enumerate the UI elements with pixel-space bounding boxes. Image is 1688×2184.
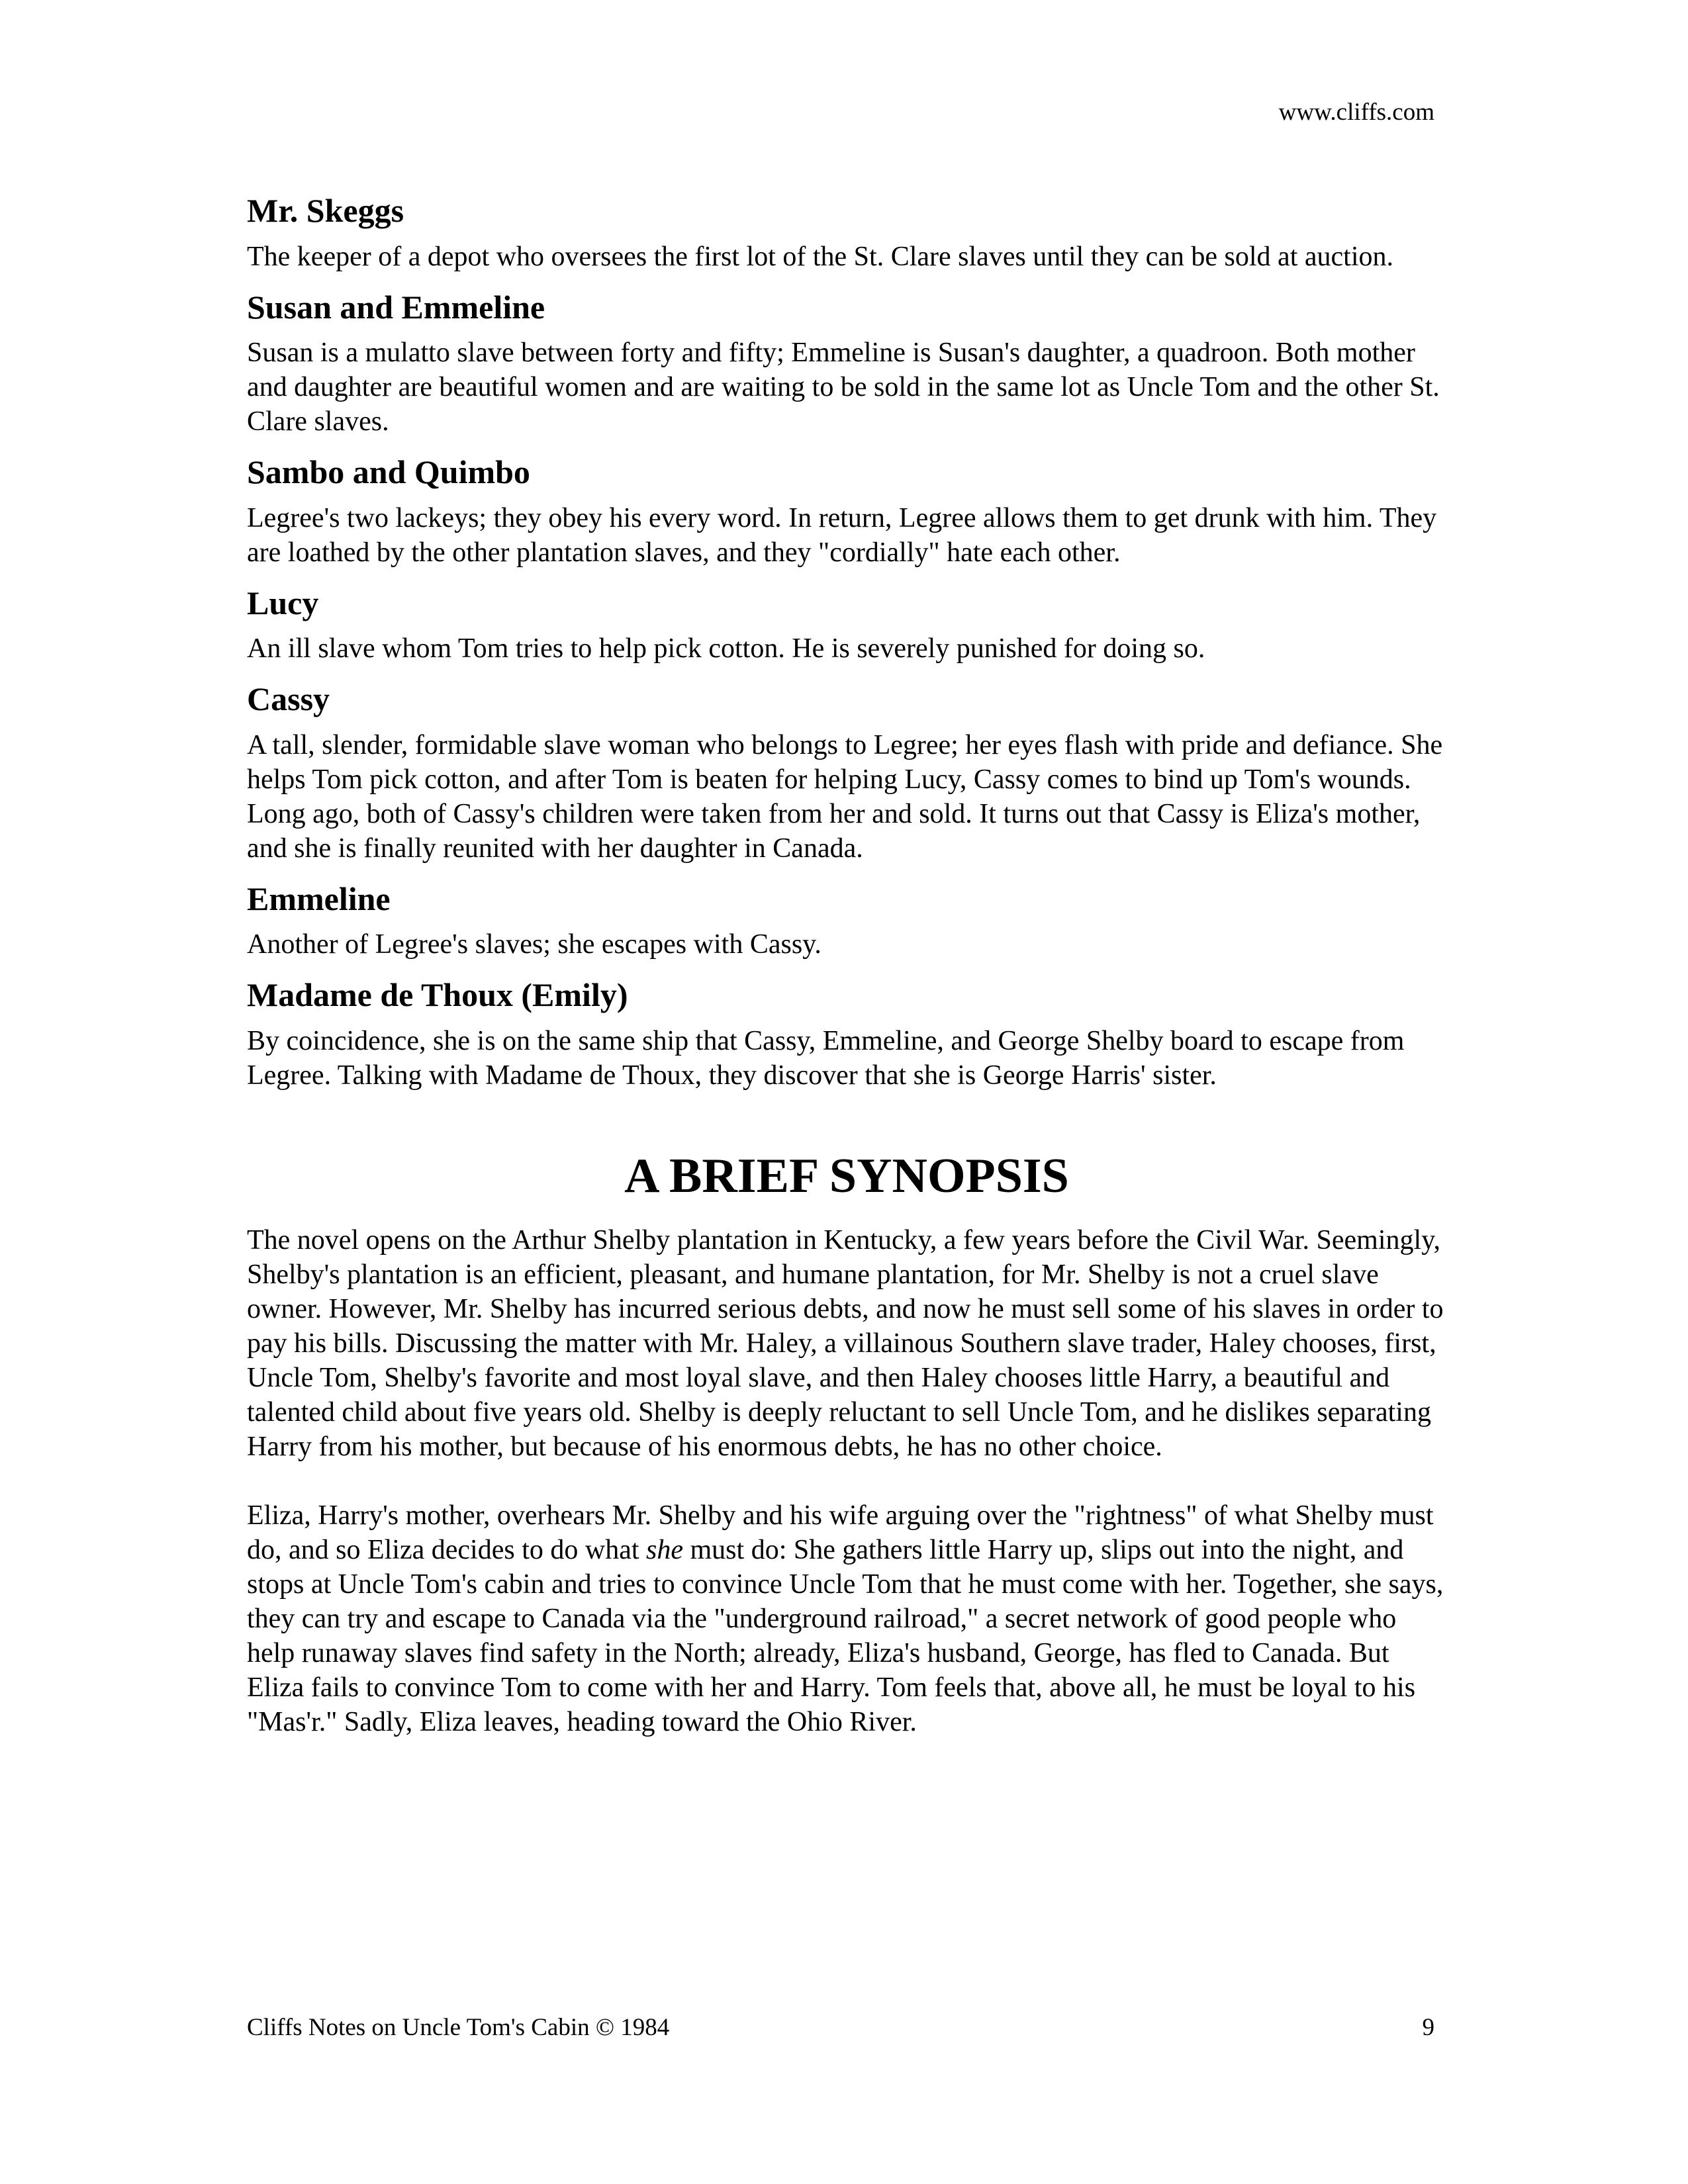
character-description-emmeline: Another of Legree's slaves; she escapes with Cassy. — [247, 929, 821, 960]
header-url: www.cliffs.com — [1278, 99, 1434, 126]
character-name-madame-de-thoux: Madame de Thoux (Emily) — [247, 976, 628, 1013]
character-name-mr-skeggs: Mr. Skeggs — [247, 192, 404, 229]
footer-source: Cliffs Notes on Uncle Tom's Cabin © 1984 — [247, 2014, 670, 2041]
character-description-madame-de-thoux: By coincidence, she is on the same ship that Cassy, Emmeline, and George Shelby board to escape from Legree. Talking with Madame de Thoux, they discover that she is George Harris' sister. — [247, 1025, 1405, 1091]
character-description-mr-skeggs: The keeper of a depot who oversees the first lot of the St. Clare slaves until they can be sold at auction. — [247, 241, 1393, 272]
character-description-lucy: An ill slave whom Tom tries to help pick cotton. He is severely punished for doing so. — [247, 633, 1205, 664]
synopsis-paragraph-1: The novel opens on the Arthur Shelby plantation in Kentucky, a few years before the Civil War. Seemingly, Shelby's plantation is an efficient, pleasant, and humane plantation, for Mr. Shelby is not a cruel slave owner. However, Mr. Shelby has incurred serious debts, and now he must sell some of his slaves in order to pay his bills. Discussing the matter with Mr. Haley, a villainous Southern slave trader, Haley chooses, first, Uncle Tom, Shelby's favorite and most loyal slave, and then Haley chooses little Harry, a beautiful and talented child about five years old. Shelby is deeply reluctant to sell Uncle Tom, and he dislikes separating Harry from his mother, but because of his enormous debts, he has no other choice. — [247, 1224, 1444, 1462]
page-number: 9 — [1422, 2014, 1434, 2041]
synopsis-paragraph-2-after: must do: She gathers little Harry up, slips out into the night, and stops at Uncle Tom's cabin and tries to convince Uncle Tom that he must come with her. Together, she says, they can try and escape to Canada via the "underground railroad," a secret network of good people who help runaway slaves find safety in the North; already, Eliza's husband, George, has fled to Canada. But Eliza fails to convince Tom to come with her and Harry. Tom feels that, above all, he must be loyal to his "Mas'r." Sadly, Eliza leaves, heading toward the Ohio River. — [247, 1534, 1444, 1737]
character-name-lucy: Lucy — [247, 584, 319, 621]
character-name-susan-and-emmeline: Susan and Emmeline — [247, 288, 545, 326]
page-content — [247, 192, 1446, 1774]
synopsis-paragraph-2 — [247, 1498, 1446, 1739]
character-name-cassy: Cassy — [247, 680, 330, 717]
character-description-susan-and-emmeline: Susan is a mulatto slave between forty and fifty; Emmeline is Susan's daughter, a quadroon. Both mother and daughter are beautiful women and are waiting to be sold in the same lot as Uncle Tom and the other St. Clare slaves. — [247, 338, 1440, 437]
synopsis-paragraph-2-before: Eliza, Harry's mother, overhears Mr. Shelby and his wife arguing over the "rightness" of what Shelby must do, and so Eliza decides to do what — [247, 1500, 1434, 1565]
character-name-emmeline: Emmeline — [247, 880, 391, 917]
synopsis-title: A BRIEF SYNOPSIS — [624, 1148, 1069, 1203]
synopsis-paragraph-2-emphasis: she — [646, 1534, 684, 1565]
character-name-sambo-and-quimbo: Sambo and Quimbo — [247, 453, 530, 490]
character-description-sambo-and-quimbo: Legree's two lackeys; they obey his every word. In return, Legree allows them to get drunk with him. They are loathed by the other plantation slaves, and they "cordially" hate each other. — [247, 502, 1437, 568]
character-description-cassy: A tall, slender, formidable slave woman who belongs to Legree; her eyes flash with pride and defiance. She helps Tom pick cotton, and after Tom is beaten for helping Lucy, Cassy comes to bind up Tom's wounds. Long ago, both of Cassy's children were taken from her and sold. It turns out that Cassy is Eliza's mother, and she is finally reunited with her daughter in Canada. — [247, 729, 1443, 864]
